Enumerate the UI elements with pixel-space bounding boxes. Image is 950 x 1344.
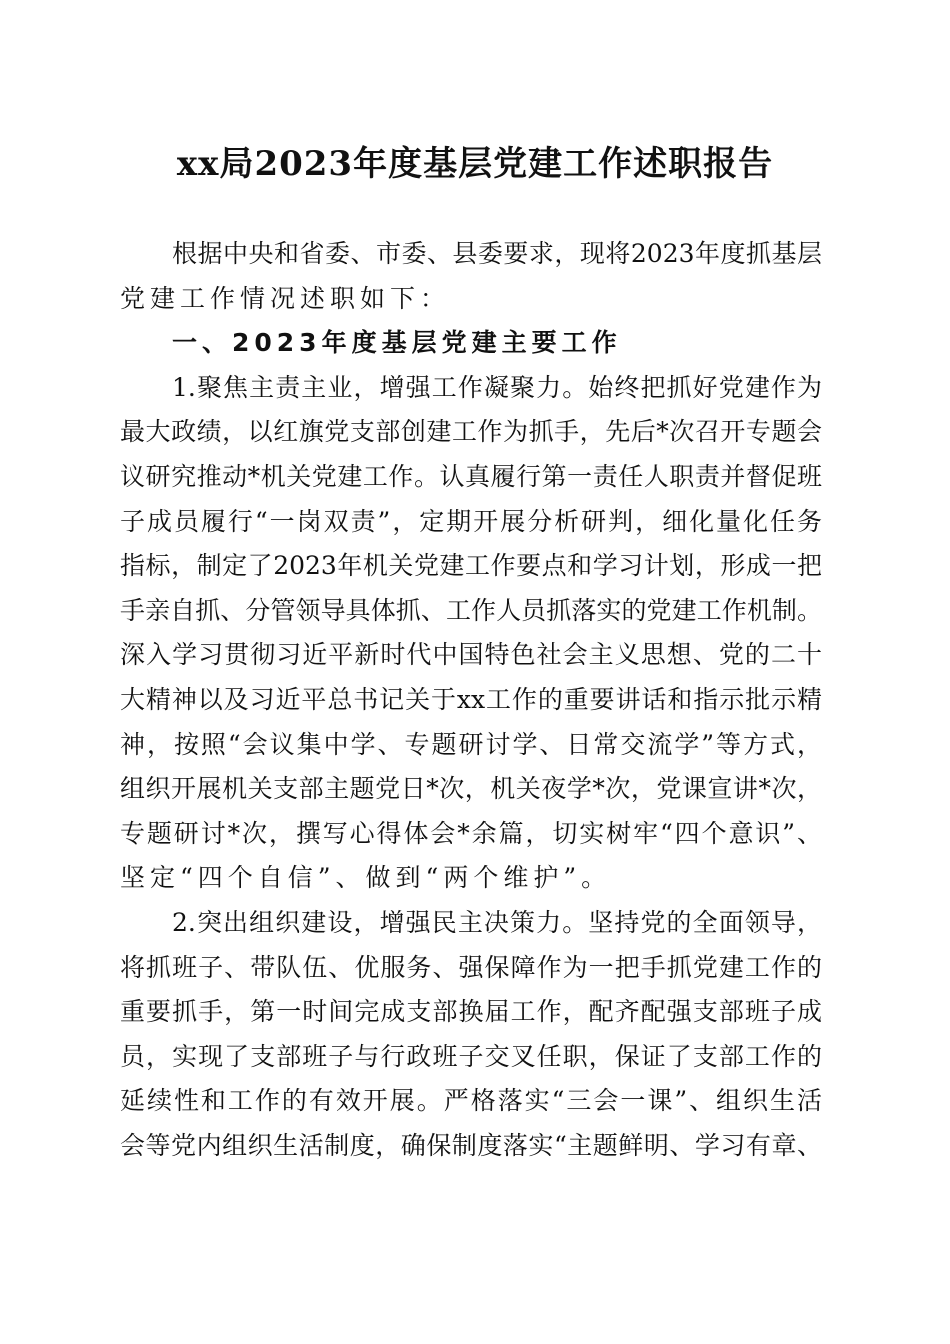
text-line: 组织开展机关支部主题党日*次，机关夜学*次，党课宣讲*次， (120, 774, 822, 804)
text-line: 2.突出组织建设，增强民主决策力。坚持党的全面领导， (172, 907, 822, 937)
text-line: 指标，制定了2023年机关党建工作要点和学习计划，形成一把 (120, 551, 822, 581)
text-line: 员，实现了支部班子与行政班子交叉任职，保证了支部工作的 (120, 1041, 822, 1071)
text-line: 党建工作情况述职如下： (120, 283, 451, 313)
text-line: 手亲自抓、分管领导具体抓、工作人员抓落实的党建工作机制。 (120, 595, 822, 625)
text-line: 会等党内组织生活制度，确保制度落实“主题鲜明、学习有章、 (120, 1130, 822, 1160)
text-line: 根据中央和省委、市委、县委要求，现将2023年度抓基层 (172, 239, 822, 268)
paragraph (120, 232, 822, 321)
text-line: 大精神以及习近平总书记关于xx工作的重要讲话和指示批示精 (120, 684, 822, 714)
text-line: 子成员履行“一岗双责”，定期开展分析研判，细化量化任务 (120, 506, 822, 536)
text-line: 神，按照“会议集中学、专题研讨学、日常交流学”等方式， (120, 729, 822, 759)
text-line: 深入学习贯彻习近平新时代中国特色社会主义思想、党的二十 (120, 640, 822, 670)
section-heading (120, 321, 822, 366)
document-body (120, 232, 822, 1168)
text-line: 最大政绩，以红旗党支部创建工作为抓手，先后*次召开专题会 (120, 417, 822, 447)
text-line: 专题研讨*次，撰写心得体会*余篇，切实树牢“四个意识”、 (120, 818, 822, 848)
paragraph (120, 366, 822, 901)
text-line: 延续性和工作的有效开展。严格落实“三会一课”、组织生活 (120, 1086, 822, 1116)
text-line: 议研究推动*机关党建工作。认真履行第一责任人职责并督促班 (120, 461, 822, 491)
document-title: xx局2023年度基层党建工作述职报告 (176, 144, 774, 184)
text-line: 将抓班子、带队伍、优服务、强保障作为一把手抓党建工作的 (120, 952, 822, 982)
paragraph (120, 901, 822, 1169)
text-line: 一、2023年度基层党建主要工作 (172, 328, 622, 358)
text-line: 坚定“四个自信”、做到“两个维护”。 (120, 863, 612, 893)
text-line: 重要抓手，第一时间完成支部换届工作，配齐配强支部班子成 (120, 997, 822, 1027)
text-line: 1.聚焦主责主业，增强工作凝聚力。始终把抓好党建作为 (172, 372, 822, 402)
